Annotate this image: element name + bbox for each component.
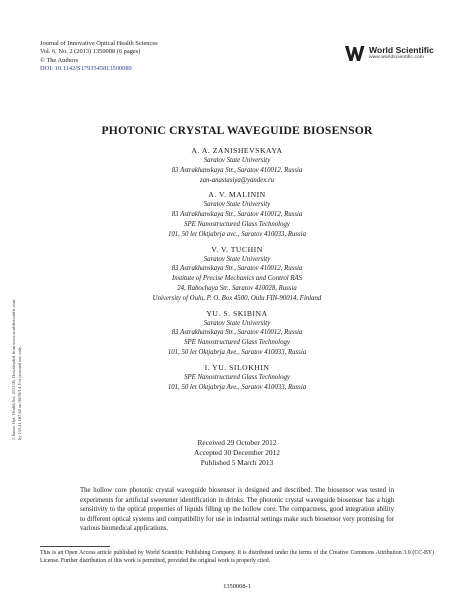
affiliation-line: SPE Nanostructured Glass Technology — [184, 339, 290, 347]
publication-dates — [0, 438, 474, 469]
affiliation-line: 24, Rabochaya Str., Saratov 410028, Russia — [177, 284, 297, 292]
license-footnote: This is an Open Access article published by World Scientific Publishing Company. It is distributed under the terms of the Creative Commons Attribution 3.0 (CC-BY) License. Further distribution of this work is permitted, provided the original work is properly cited. — [40, 550, 434, 565]
author-name: A. A. ZANISHEVSKAYA — [191, 146, 283, 155]
affiliation-line: 101, 50 let Oktjabrja Ave., Saratov 410033, Russia — [167, 348, 307, 356]
abstract: The hollow core photonic crystal waveguide biosensor is designed and described. The biosensor was tested in experiments for artificial sweetener identification in drinks. The photonic crystal waveguide biosensor has a high sensitivity to the optical properties of liquids filling up the hollow core. The compactness, good integration ability to different optical systems and compatibility for use in industrial settings make such biosensor very promising for various biomedical applications. — [80, 487, 394, 532]
affiliation-line: SPE Nanostructured Glass Technology — [184, 220, 290, 228]
side-note-line1: J. Innov. Opt. Health Sci. 2013.06. Downloaded from www.worldscientific.com — [11, 299, 16, 440]
accepted-date: Accepted 30 December 2012 — [194, 448, 280, 458]
affiliation-line: Saratov State University — [203, 201, 271, 209]
author-name: V. V. TUCHIN — [211, 244, 263, 254]
author-name: I. YU. SILOKHIN — [204, 362, 270, 372]
footnote-divider — [40, 546, 110, 547]
affiliation-line: 83 Astrakhanskaya Str., Saratov 410012, Russia — [171, 211, 303, 219]
affiliation-line: Saratov State University — [203, 255, 271, 263]
author-email[interactable]: zan-anastasiya@yandex.ru — [199, 176, 275, 184]
journal-volume: Vol. 6, No. 2 (2013) 1350008 (6 pages) — [40, 48, 141, 56]
author-block — [0, 309, 474, 358]
copyright-line: © The Authors — [40, 56, 79, 64]
journal-info — [40, 40, 158, 73]
affiliation-line: Saratov State University — [203, 319, 271, 327]
logo-url: www.worldscientific.com — [369, 54, 425, 60]
journal-name: Journal of Innovative Optical Health Sciences — [40, 40, 158, 47]
paper-title: PHOTONIC CRYSTAL WAVEGUIDE BIOSENSOR — [101, 124, 373, 137]
affiliation-line: SPE Nanostructured Glass Technology — [184, 373, 290, 381]
published-date: Published 5 March 2013 — [200, 458, 274, 468]
logo-name: World Scientific — [369, 44, 434, 55]
publisher-logo[interactable] — [344, 43, 434, 63]
affiliation-line: 101, 50 let Oktjabrja Ave., Saratov 410033, Russia — [167, 383, 307, 391]
affiliation-line: Institute of Precise Mechanics and Control RAS — [171, 275, 303, 283]
author-list — [0, 146, 474, 397]
author-name: A. V. MALININ — [208, 190, 266, 200]
author-name: YU. S. SKIBINA — [206, 308, 268, 318]
author-block — [0, 245, 474, 304]
author-block — [0, 190, 474, 239]
page-number: 1350008-1 — [223, 583, 251, 590]
author-block — [0, 146, 474, 185]
author-block — [0, 363, 474, 393]
affiliation-line: 101, 50 let Oktjabrja avc., Saratov 410033, Russia — [167, 230, 306, 238]
side-note-line2: by 103.41.167.64 on 06/19/14. For personal use only. — [16, 346, 22, 440]
doi-link[interactable]: DOI: 10.1142/S1793545813500089 — [40, 64, 132, 72]
affiliation-line: University of Oulu, P. O. Box 4500, Oulu FIN-90014, Finland — [152, 294, 322, 302]
affiliation-line: 83 Astrakhanskaya Str., Saratov 410012, Russia — [171, 329, 303, 337]
affiliation-line: 83 Astrakhanskaya Str., Saratov 410012, Russia — [171, 265, 303, 273]
world-scientific-logo-icon — [344, 43, 366, 63]
affiliation-line: Saratov State University — [203, 157, 271, 164]
affiliation-line: 83 Astrakhanskaya Str., Saratov 410012, Russia — [171, 166, 303, 174]
received-date: Received 29 October 2012 — [197, 438, 277, 447]
